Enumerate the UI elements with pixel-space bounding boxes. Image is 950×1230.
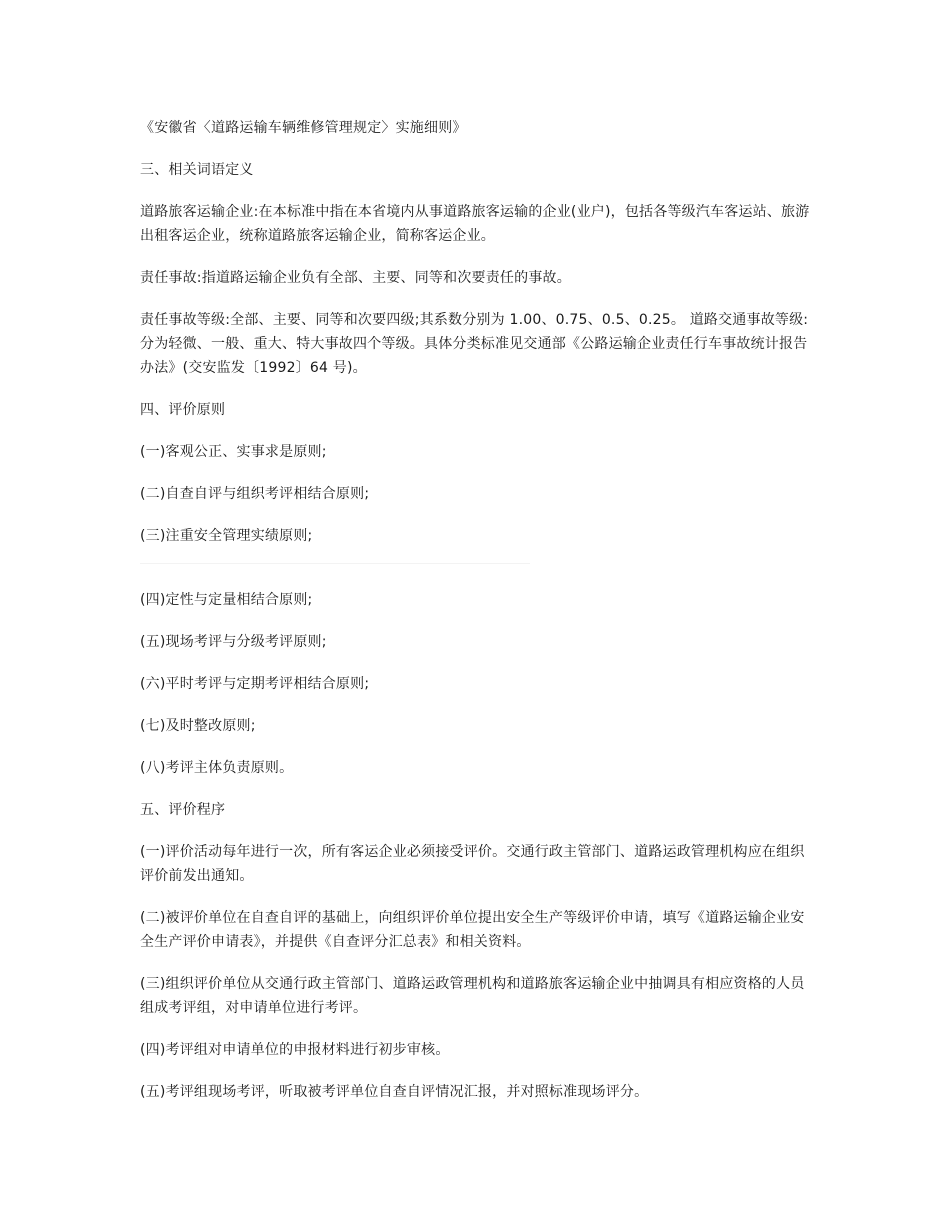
list-item: (四)考评组对申请单位的申报材料进行初步审核。 [140,1042,450,1058]
list-item: (六)平时考评与定期考评相结合原则; [140,676,370,692]
list-item: (三)组织评价单位从交通行政主管部门、道路运政管理机构和道路旅客运输企业中抽调具有相应资格的人员组成考评组，对申请单位进行考评。 [140,976,805,1016]
paragraph: 责任事故:指道路运输企业负有全部、主要、同等和次要责任的事故。 [140,270,571,286]
list-item: (一)客观公正、实事求是原则; [140,444,327,460]
list-item: (五)考评组现场考评，听取被考评单位自查自评情况汇报，并对照标准现场评分。 [140,1084,649,1100]
list-item: (三)注重安全管理实绩原则; [140,528,313,544]
list-item: (八)考评主体负责原则。 [140,760,294,776]
list-item: (二)自查自评与组织考评相结合原则; [140,486,370,502]
list-item: (一)评价活动每年进行一次，所有客运企业必须接受评价。交通行政主管部门、道路运政管理机构应在组织评价前发出通知。 [140,844,805,884]
list-item: (四)定性与定量相结合原则; [140,592,313,608]
list-item: (七)及时整改原则; [140,718,256,734]
list-item: (二)被评价单位在自查自评的基础上，向组织评价单位提出安全生产等级评价申请，填写《道路运输企业安全生产评价申请表》，并提供《自查评分汇总表》和相关资料。 [140,910,805,950]
paragraph: 责任事故等级:全部、主要、同等和次要四级;其系数分别为 1.00、0.75、0.5、0.25。 道路交通事故等级:分为轻微、一般、重大、特大事故四个等级。具体分类标准见交通部《公路运输企业责任行车事故统计报告办法》(交安监发〔1992〕64 号)。 [140,312,809,376]
section-heading: 五、评价程序 [140,802,226,818]
document-title: 《安徽省〈道路运输车辆维修管理规定〉实施细则》 [140,120,467,136]
document-body [140,116,812,1122]
section-heading: 四、评价原则 [140,402,226,418]
section-heading: 三、相关词语定义 [140,162,254,178]
paragraph: 道路旅客运输企业:在本标准中指在本省境内从事道路旅客运输的企业(业户)，包括各等级汽车客运站、旅游出租客运企业，统称道路旅客运输企业，简称客运企业。 [140,204,810,244]
list-item: (五)现场考评与分级考评原则; [140,634,327,650]
